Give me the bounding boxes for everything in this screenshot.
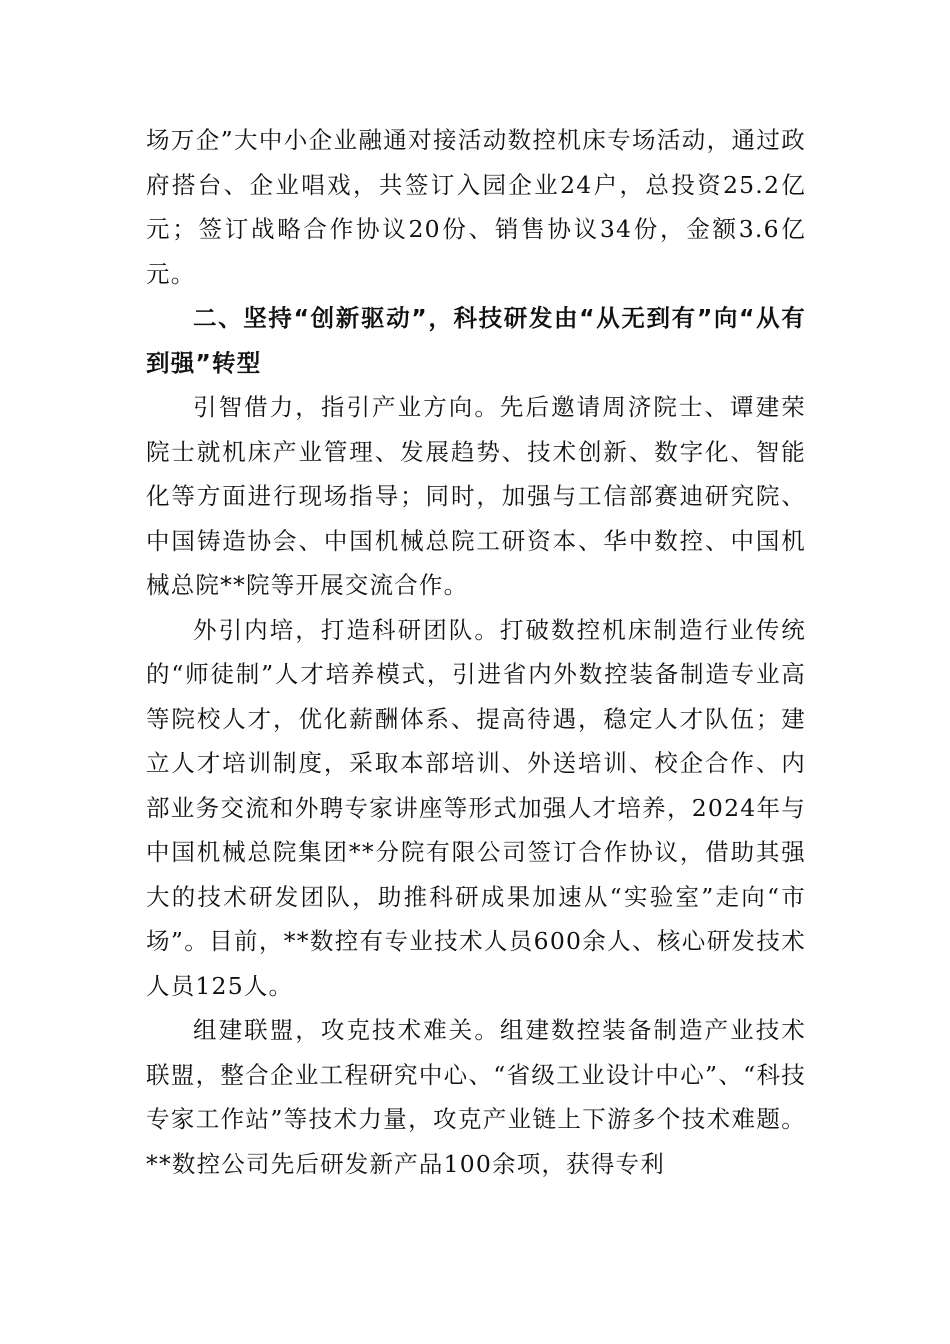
paragraph-talent-guidance: 引智借力，指引产业方向。先后邀请周济院士、谭建荣院士就机床产业管理、发展趋势、技术创新、数字化、智能化等方面进行现场指导；同时，加强与工信部赛迪研究院、中国铸造协会、中国机械总院工研资本、华中数控、中国机械总院**院等开展交流合作。 bbox=[146, 393, 806, 599]
paragraph-tech-alliance: 组建联盟，攻克技术难关。组建数控装备制造产业技术联盟，整合企业工程研究中心、“省级工业设计中心”、“科技专家工作站”等技术力量，攻克产业链上下游多个技术难题。**数控公司先后研发新产品100余项，获得专利 bbox=[146, 1016, 806, 1178]
section-heading: 二、坚持“创新驱动”，科技研发由“从无到有”向“从有到强”转型 bbox=[146, 304, 806, 377]
paragraph-continuation: 场万企”大中小企业融通对接活动数控机床专场活动，通过政府搭台、企业唱戏，共签订入园企业24户，总投资25.2亿元；签订战略合作协议20份、销售协议34份，金额3.6亿元。 bbox=[146, 126, 806, 288]
paragraph-research-team: 外引内培，打造科研团队。打破数控机床制造行业传统的“师徒制”人才培养模式，引进省内外数控装备制造专业高等院校人才，优化薪酬体系、提高待遇，稳定人才队伍；建立人才培训制度，采取本部培训、外送培训、校企合作、内部业务交流和外聘专家讲座等形式加强人才培养，2024年与中国机械总院集团**分院有限公司签订合作协议，借助其强大的技术研发团队，助推科研成果加速从“实验室”走向“市场”。目前，**数控有专业技术人员600余人、核心研发技术人员125人。 bbox=[146, 615, 806, 1000]
document-body bbox=[146, 118, 806, 1186]
